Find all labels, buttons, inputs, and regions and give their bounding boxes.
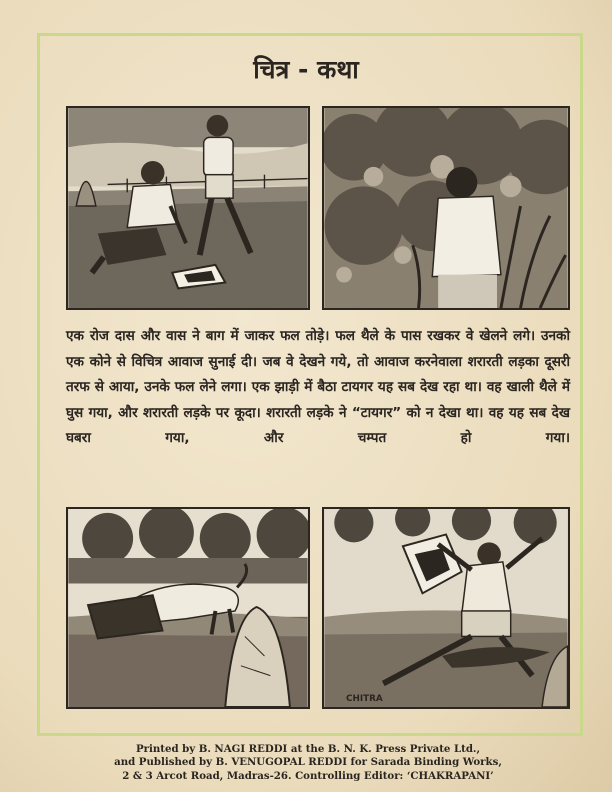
illustration-panel-2	[322, 106, 570, 310]
page-title: चित्र - कथा	[253, 55, 359, 84]
imprint-line-1: Printed by B. NAGI REDDI at the B. N. K. Press Private Ltd.,	[135, 743, 481, 755]
illustration-panel-3	[66, 507, 310, 709]
boy-in-bushes-illustration	[324, 108, 568, 308]
boy-fleeing-illustration	[324, 509, 568, 707]
two-boys-illustration	[68, 108, 308, 308]
story-text	[66, 324, 570, 452]
imprint-line-2: and Published by B. VENUGOPAL REDDI for Sarada Binding Works,	[114, 756, 502, 769]
story-paragraph: एक रोज दास और वास ने बाग में जाकर फल तोड़े। फल थैले के पास रखकर वे खेलने लगे। उनको एक कोने से विचित्र आवाज सुनाई दी। जब वे देखने गये, तो आवाज करनेवाला शरारती लड़का दूसरी तरफ से आया, उनके फल लेने लगा। एक झाड़ी में बैठा टायगर यह सब देख रहा था। वह खाली थैले में घुस गया, और शरारती लड़के पर कूदा। शरारती लड़के ने “टायगर” को न देखा था। वह यह सब देख घबरा गया, और चम्पत हो गया।	[66, 328, 570, 446]
illustration-panel-4	[322, 507, 570, 709]
artist-signature: CHITRA	[346, 694, 383, 705]
illustration-panel-1	[66, 106, 310, 310]
imprint-line-3: 2 & 3 Arcot Road, Madras-26. Controlling Editor: ‘CHAKRAPANI’	[122, 769, 494, 782]
dog-entering-bag-illustration	[68, 509, 308, 707]
printer-imprint	[66, 743, 550, 783]
